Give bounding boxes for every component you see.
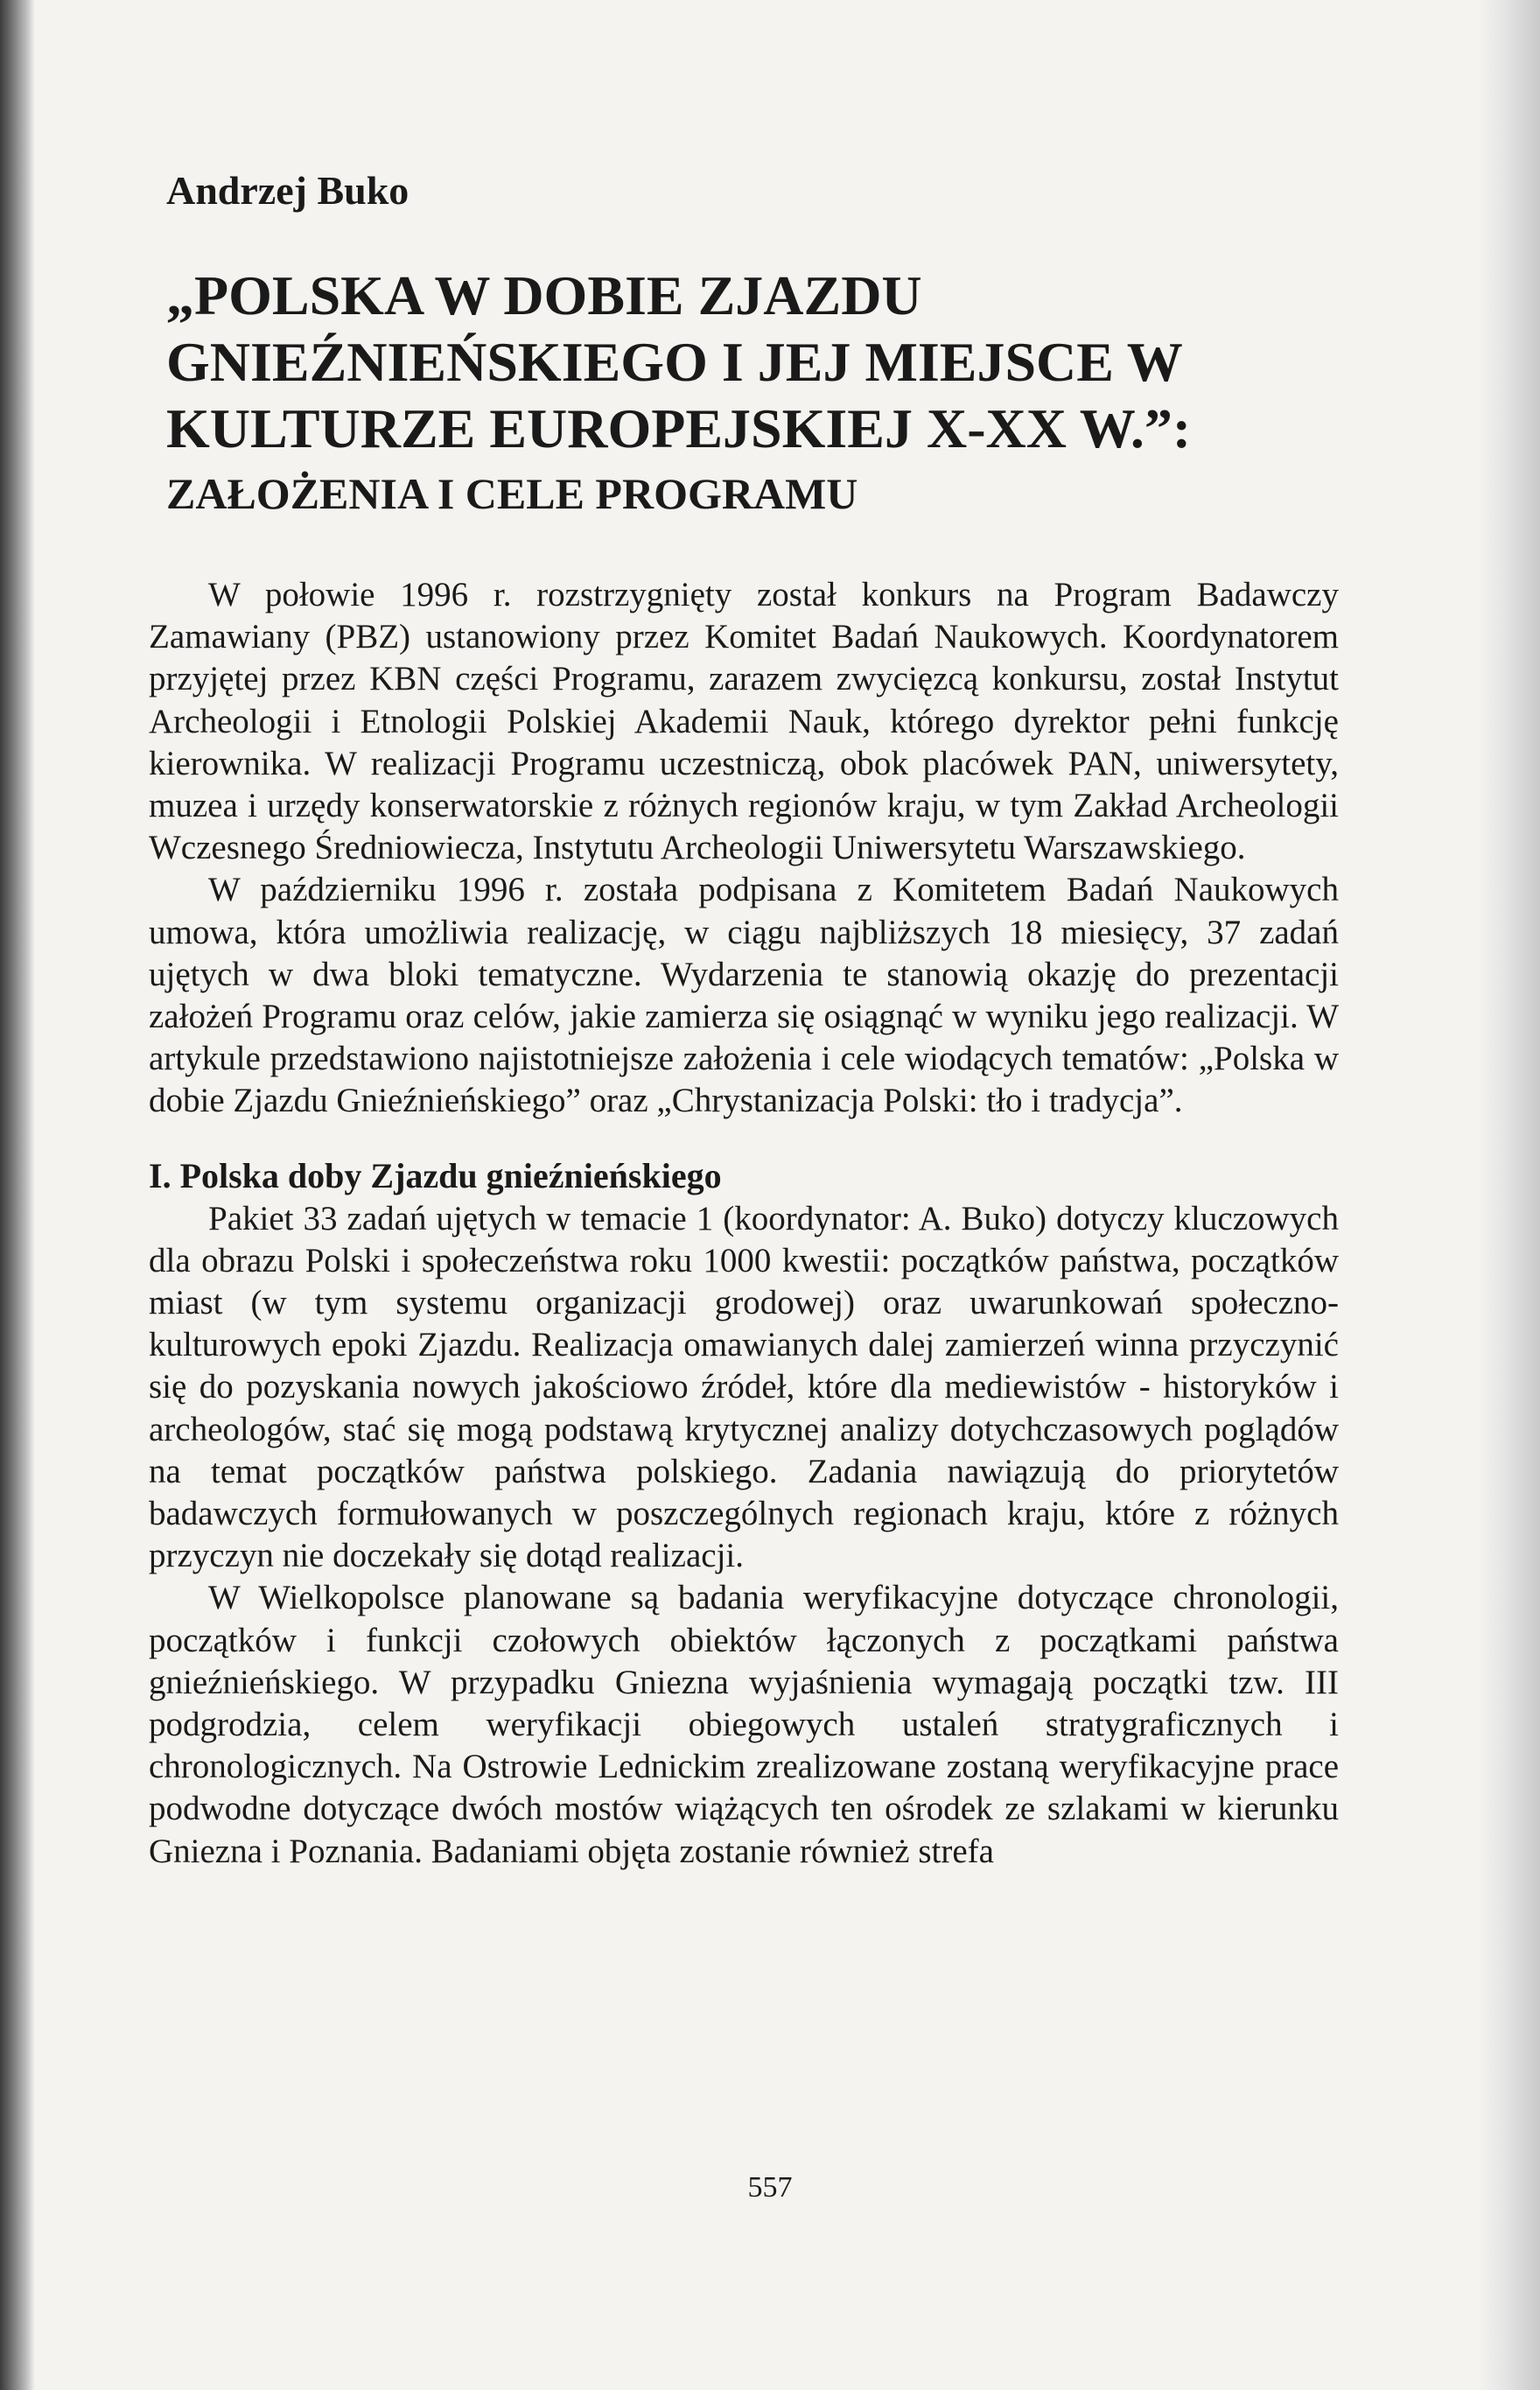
paragraph: W październiku 1996 r. została podpisana z Komitetem Badań Naukowych umowa, która umożliwia realizację, w ciągu najbliższych 18 miesięcy, 37 zadań ujętych w dwa bloki tematyczne. Wydarzenia te stanowią okazję do prezentacji założeń Programu oraz celów, jakie zamierza się osiągnąć w wyniku jego realizacji. W artykule przedstawiono najistotniejsze założenia i cele wiodących tematów: „Polska w dobie Zjazdu Gnieźnieńskiego” oraz „Chrystanizacja Polski: tło i tradycja”. [149,871,1339,1120]
section-heading: I. Polska doby Zjazdu gnieźnieńskiego [149,1155,722,1195]
scan-right-edge [1479,0,1540,2390]
title-line: „POLSKA W DOBIE ZJAZDU [166,264,922,326]
paragraph: W Wielkopolsce planowane są badania weryfikacyjne dotyczące chronologii, początków i funkcji czołowych obiektów łączonych z początkami państwa gnieźnieńskiego. W przypadku Gniezna wyjaśnienia wymagają początki tzw. III podgrodzia, celem weryfikacji obiegowych ustaleń stratygraficznych i chronologicznych. Na Ostrowie Lednickim zrealizowane zostaną weryfikacyjne prace podwodne dotyczące dwóch mostów wiążących ten ośrodek ze szlakami w kierunku Gniezna i Poznania. Badaniami objęta zostanie również strefa [149,1579,1339,1870]
article-title [166,263,1339,462]
page-number: 557 [747,2171,793,2204]
paragraph: W połowie 1996 r. rozstrzygnięty został konkurs na Program Badawczy Zamawiany (PBZ) ustanowiony przez Komitet Badań Naukowych. Koordynatorem przyjętej przez KBN części Programu, zarazem zwycięzcą konkursu, został Instytut Archeologii i Etnologii Polskiej Akademii Nauk, którego dyrektor pełni funkcję kierownika. W realizacji Programu uczestniczą, obok placówek PAN, uniwersytety, muzea i urzędy konserwatorskie z różnych regionów kraju, w tym Zakład Archeologii Wczesnego Średniowiecza, Instytutu Archeologii Uniwersytetu Warszawskiego. [149,576,1339,867]
scan-left-edge [0,0,35,2390]
author-name: Andrzej Buko [166,168,410,213]
page-content [149,131,1339,1873]
title-line: GNIEŹNIEŃSKIEGO I JEJ MIEJSCE W [166,331,1183,393]
paragraph: Pakiet 33 zadań ujętych w temacie 1 (koordynator: A. Buko) dotyczy kluczowych dla obrazu Polski i społeczeństwa roku 1000 kwestii: początków państwa, początków miast (w tym systemu organizacji grodowej) oraz uwarunkowań społeczno-kulturowych epoki Zjazdu. Realizacja omawianych dalej zamierzeń winna przyczynić się do pozyskania nowych jakościowo źródeł, które dla mediewistów - historyków i archeologów, stać się mogą podstawą krytycznej analizy dotychczasowych poglądów na temat początków państwa polskiego. Zadania nawiązują do priorytetów badawczych formułowanych w poszczególnych regionach kraju, które z różnych przyczyn nie doczekały się dotąd realizacji. [149,1199,1339,1575]
title-line: KULTURZE EUROPEJSKIEJ X-XX W.”: [166,397,1192,459]
article-subtitle: ZAŁOŻENIA I CELE PROGRAMU [166,469,858,518]
